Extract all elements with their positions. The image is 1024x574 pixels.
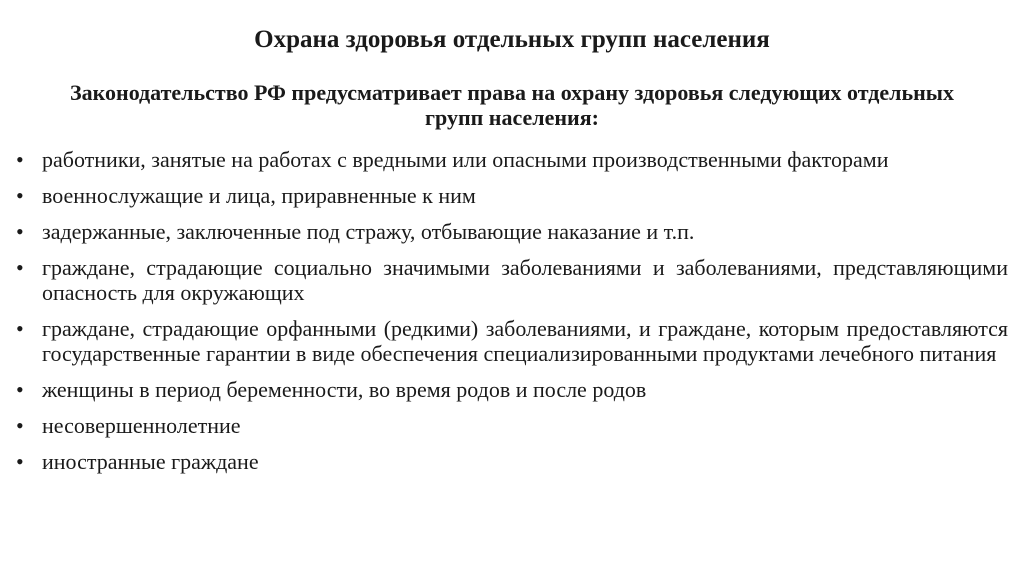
bullet-icon: • — [16, 255, 24, 280]
bullet-icon: • — [16, 183, 24, 208]
list-item — [16, 147, 1008, 172]
list-item — [16, 316, 1008, 366]
list-item-text: военнослужащие и лица, приравненные к ним — [42, 183, 476, 208]
list-item — [16, 219, 1008, 244]
bullet-icon: • — [16, 449, 24, 474]
list-item — [16, 183, 1008, 208]
list-item-text: задержанные, заключенные под стражу, отбывающие наказание и т.п. — [42, 219, 695, 244]
slide-title: Охрана здоровья отдельных групп населения — [254, 26, 770, 53]
bullet-icon: • — [16, 413, 24, 438]
bullet-list — [16, 147, 1008, 485]
list-item-text: женщины в период беременности, во время родов и после родов — [42, 377, 647, 402]
list-item-text: работники, занятые на работах с вредными или опасными производственными факторами — [42, 147, 889, 172]
list-item — [16, 449, 1008, 474]
list-item-text: иностранные граждане — [42, 449, 259, 474]
bullet-icon: • — [16, 147, 24, 172]
list-item-text: граждане, страдающие социально значимыми заболеваниями и заболеваниями, представляющими опасность для окружающих — [42, 255, 1008, 305]
slide-subtitle: Законодательство РФ предусматривает права на охрану здоровья следующих отдельных групп населения: — [70, 80, 954, 130]
bullet-icon: • — [16, 377, 24, 402]
bullet-icon: • — [16, 219, 24, 244]
list-item — [16, 377, 1008, 402]
list-item — [16, 255, 1008, 305]
list-item-text: несовершеннолетние — [42, 413, 241, 438]
bullet-icon: • — [16, 316, 24, 341]
list-item-text: граждане, страдающие орфанными (редкими) заболеваниями, и граждане, которым предоставляются государственные гарантии в виде обеспечения специализированными продуктами лечебного питания — [42, 316, 1008, 366]
list-item — [16, 413, 1008, 438]
